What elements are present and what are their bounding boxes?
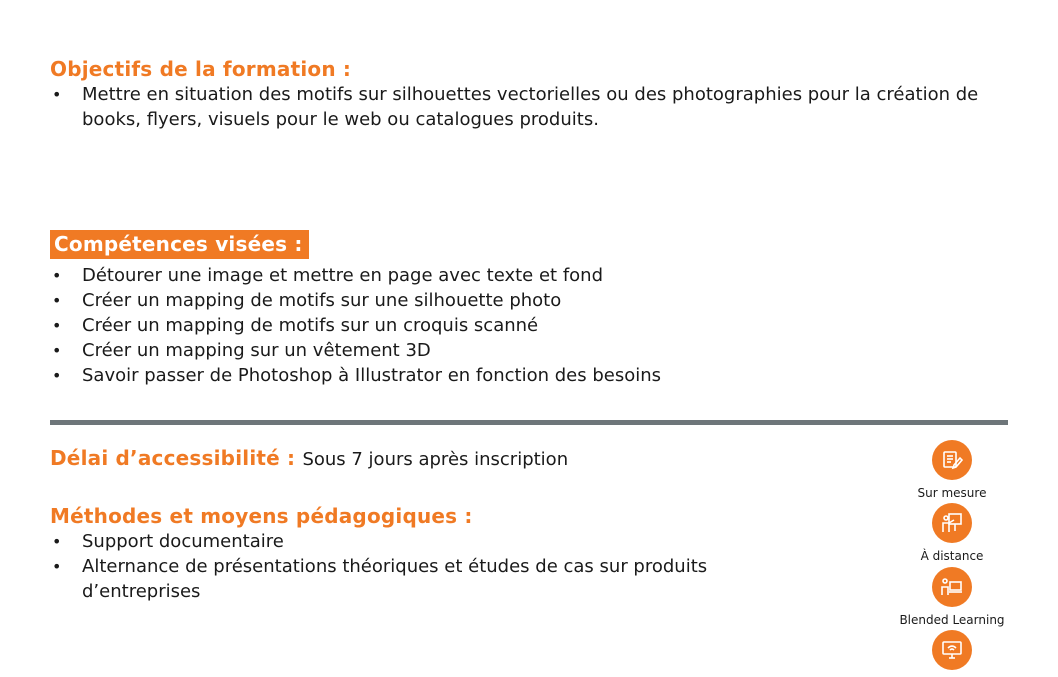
competences-title: Compétences visées : — [50, 230, 309, 259]
format-label: Sur mesure — [917, 486, 987, 500]
list-item: • Détourer une image et mettre en page avec texte et fond — [50, 263, 1000, 288]
list-item: • Créer un mapping sur un vêtement 3D — [50, 338, 1000, 363]
list-item: • Support documentaire — [50, 529, 750, 554]
laptop-icon — [932, 567, 972, 607]
competences-list — [50, 263, 1000, 388]
format-online — [892, 630, 1012, 677]
delai-row — [50, 448, 568, 469]
format-sur-mesure — [892, 440, 1012, 499]
objectifs-title: Objectifs de la formation : — [50, 57, 352, 81]
methodes-list — [50, 529, 750, 604]
section-divider — [50, 420, 1008, 425]
methodes-title: Méthodes et moyens pédagogiques : — [50, 504, 473, 528]
objectifs-list — [50, 82, 1000, 132]
presentation-icon — [932, 503, 972, 543]
format-blended — [892, 567, 1012, 626]
format-a-distance — [892, 503, 1012, 562]
list-item: • Créer un mapping de motifs sur un croquis scanné — [50, 313, 1000, 338]
list-item: • Alternance de présentations théoriques et études de cas sur produits d’entreprises — [50, 554, 750, 604]
list-item: • Créer un mapping de motifs sur une silhouette photo — [50, 288, 1000, 313]
format-label: À distance — [920, 549, 984, 563]
delai-title: Délai d’accessibilité : — [50, 446, 296, 470]
wifi-monitor-icon — [932, 630, 972, 670]
edit-icon — [932, 440, 972, 480]
format-label: Blended Learning — [899, 613, 1005, 627]
list-item: • Savoir passer de Photoshop à Illustrator en fonction des besoins — [50, 363, 1000, 388]
delai-value: Sous 7 jours après inscription — [302, 449, 569, 470]
list-item: • Mettre en situation des motifs sur silhouettes vectorielles ou des photographies pour la création de books, flyers, visuels pour le web ou catalogues produits. — [50, 82, 1000, 132]
